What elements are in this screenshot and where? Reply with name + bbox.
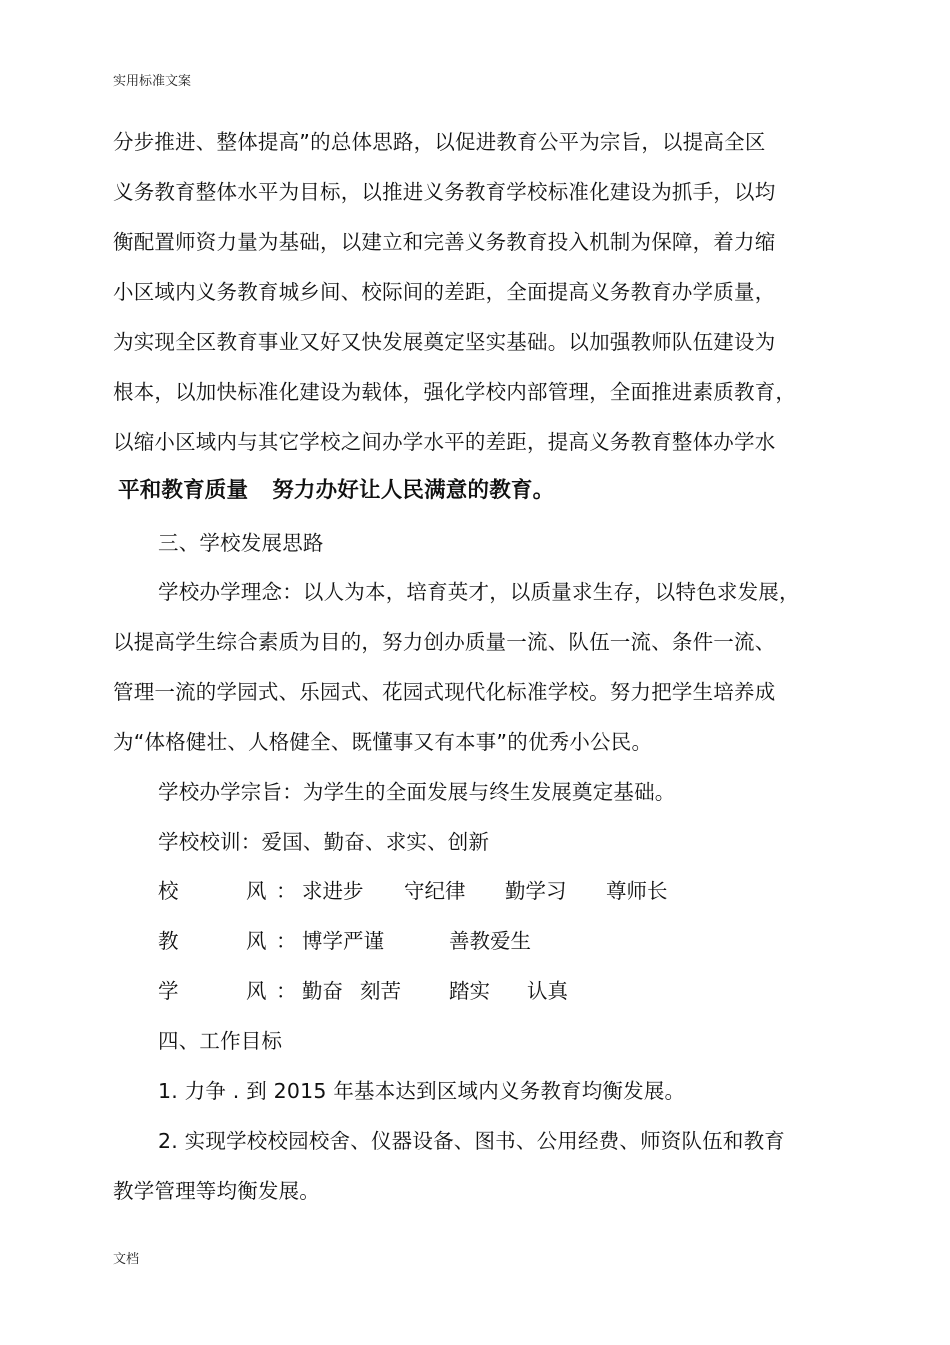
section-title: 三、学校发展思路 xyxy=(158,531,324,555)
style-char: 风 xyxy=(246,929,267,953)
philosophy-line: 以提高学生综合素质为目的，努力创办质量一流、队伍一流、条件一流、 xyxy=(113,630,776,654)
style-char: 风 xyxy=(246,979,267,1003)
style-item: 刻苦 xyxy=(360,979,401,1003)
bold-line-part1: 平和教育质量 xyxy=(118,478,249,503)
style-item: 善教爱生 xyxy=(449,929,531,953)
style-char: 学 xyxy=(158,979,179,1003)
paragraph-line: 义务教育整体水平为目标，以推进义务教育学校标准化建设为抓手，以均 xyxy=(113,180,776,204)
style-item: 尊师长 xyxy=(606,879,668,903)
style-item: 博学严谨 xyxy=(302,929,384,953)
page-footer: 文档 xyxy=(113,1252,140,1267)
philosophy-line: 学校办学理念：以人为本，培育英才，以质量求生存，以特色求发展， xyxy=(158,580,800,604)
paragraph-line: 以缩小区域内与其它学校之间办学水平的差距，提高义务教育整体办学水 xyxy=(113,430,776,454)
paragraph-line: 分步推进、整体提高”的总体思路，以促进教育公平为宗旨，以提高全区 xyxy=(113,130,766,154)
paragraph-line: 衡配置师资力量为基础，以建立和完善义务教育投入机制为保障，着力缩 xyxy=(113,230,776,254)
style-item: 求进步 xyxy=(302,879,364,903)
bold-line-part2: 努力办好让人民满意的教育。 xyxy=(272,478,555,503)
section-title: 四、工作目标 xyxy=(158,1029,283,1053)
purpose-line: 学校办学宗旨：为学生的全面发展与终生发展奠定基础。 xyxy=(158,780,676,804)
paragraph-line: 根本，以加快标准化建设为载体，强化学校内部管理，全面推进素质教育， xyxy=(113,380,797,404)
paragraph-line: 小区域内义务教育城乡间、校际间的差距，全面提高义务教育办学质量， xyxy=(113,280,776,304)
page-header: 实用标准文案 xyxy=(113,74,192,89)
style-colon: ： xyxy=(276,929,297,953)
style-item: 守纪律 xyxy=(404,879,466,903)
style-char: 风 xyxy=(246,879,267,903)
motto-line: 学校校训：爱国、勤奋、求实、创新 xyxy=(158,830,490,854)
philosophy-line: 管理一流的学园式、乐园式、花园式现代化标准学校。努力把学生培养成 xyxy=(113,680,776,704)
style-char: 教 xyxy=(158,929,179,953)
goal-line: 教学管理等均衡发展。 xyxy=(113,1179,320,1203)
style-item: 勤奋 xyxy=(302,979,343,1003)
goal-line: 2. 实现学校校园校舍、仪器设备、图书、公用经费、师资队伍和教育 xyxy=(158,1129,785,1153)
bold-quality-line xyxy=(118,477,554,505)
paragraph-line: 为实现全区教育事业又好又快发展奠定坚实基础。以加强教师队伍建设为 xyxy=(113,330,776,354)
philosophy-line: 为“体格健壮、人格健全、既懂事又有本事”的优秀小公民。 xyxy=(113,730,653,754)
style-item: 认真 xyxy=(527,979,568,1003)
style-item: 踏实 xyxy=(449,979,490,1003)
style-item: 勤学习 xyxy=(505,879,567,903)
goal-line: 1. 力争 . 到 2015 年基本达到区域内义务教育均衡发展。 xyxy=(158,1079,686,1103)
style-char: 校 xyxy=(158,879,179,903)
style-colon: ： xyxy=(276,879,297,903)
style-colon: ： xyxy=(276,979,297,1003)
